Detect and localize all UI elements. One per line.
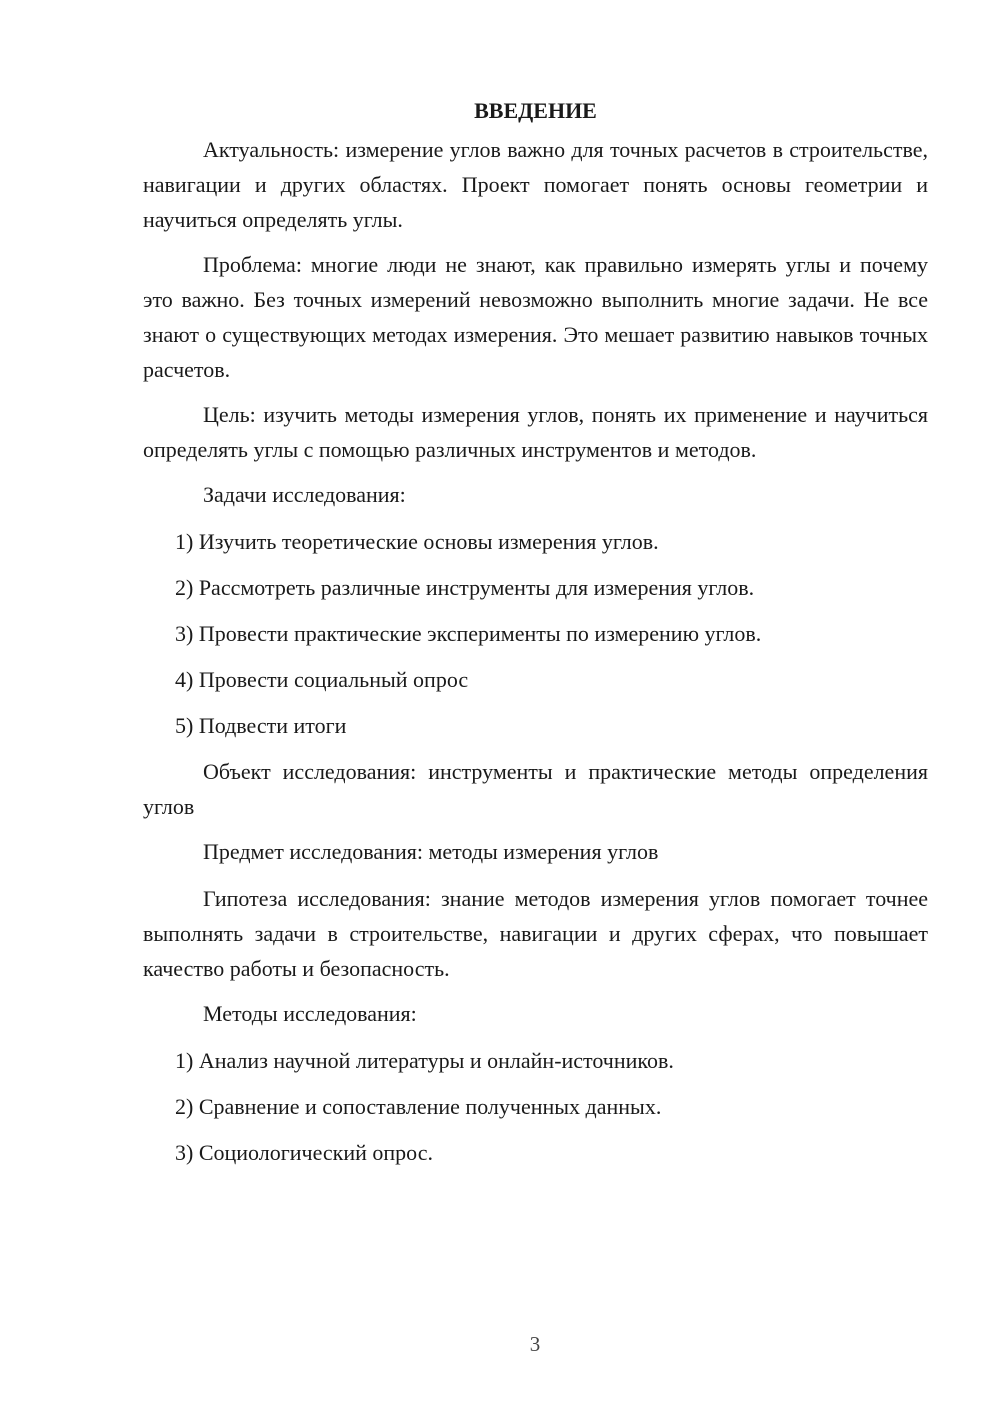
page-number: 3 (529, 1332, 541, 1356)
task-item: 5) Подвести итоги (175, 713, 347, 738)
relevance-paragraph: Актуальность: измерение углов важно для точных расчетов в строительстве, навигации и других областях. Проект помогает понять основы геометрии и научиться определять углы. (143, 137, 928, 232)
object-paragraph: Объект исследования: инструменты и практические методы определения углов (143, 759, 928, 819)
problem-paragraph: Проблема: многие люди не знают, как правильно измерять углы и почему это важно. Без точных измерений невозможно выполнить многие задачи. Не все знают о существующих методах измерения. Это мешает развитию навыков точных расчетов. (143, 252, 928, 382)
page-content (143, 93, 928, 1181)
section-title: ВВЕДЕНИЕ (474, 98, 597, 123)
tasks-heading: Задачи исследования: (203, 482, 406, 507)
goal-paragraph: Цель: изучить методы измерения углов, понять их применение и научиться определять углы с помощью различных инструментов и методов. (143, 402, 928, 462)
method-item: 3) Социологический опрос. (175, 1140, 433, 1165)
method-item: 1) Анализ научной литературы и онлайн-источников. (175, 1048, 674, 1073)
subject-paragraph: Предмет исследования: методы измерения углов (203, 839, 659, 864)
task-item: 1) Изучить теоретические основы измерения углов. (175, 529, 659, 554)
hypothesis-paragraph: Гипотеза исследования: знание методов измерения углов помогает точнее выполнять задачи в строительстве, навигации и других сферах, что повышает качество работы и безопасность. (143, 886, 928, 981)
task-item: 4) Провести социальный опрос (175, 667, 469, 692)
methods-heading: Методы исследования: (203, 1001, 417, 1026)
method-item: 2) Сравнение и сопоставление полученных данных. (175, 1094, 662, 1119)
task-item: 3) Провести практические эксперименты по измерению углов. (175, 621, 762, 646)
task-item: 2) Рассмотреть различные инструменты для измерения углов. (175, 575, 755, 600)
